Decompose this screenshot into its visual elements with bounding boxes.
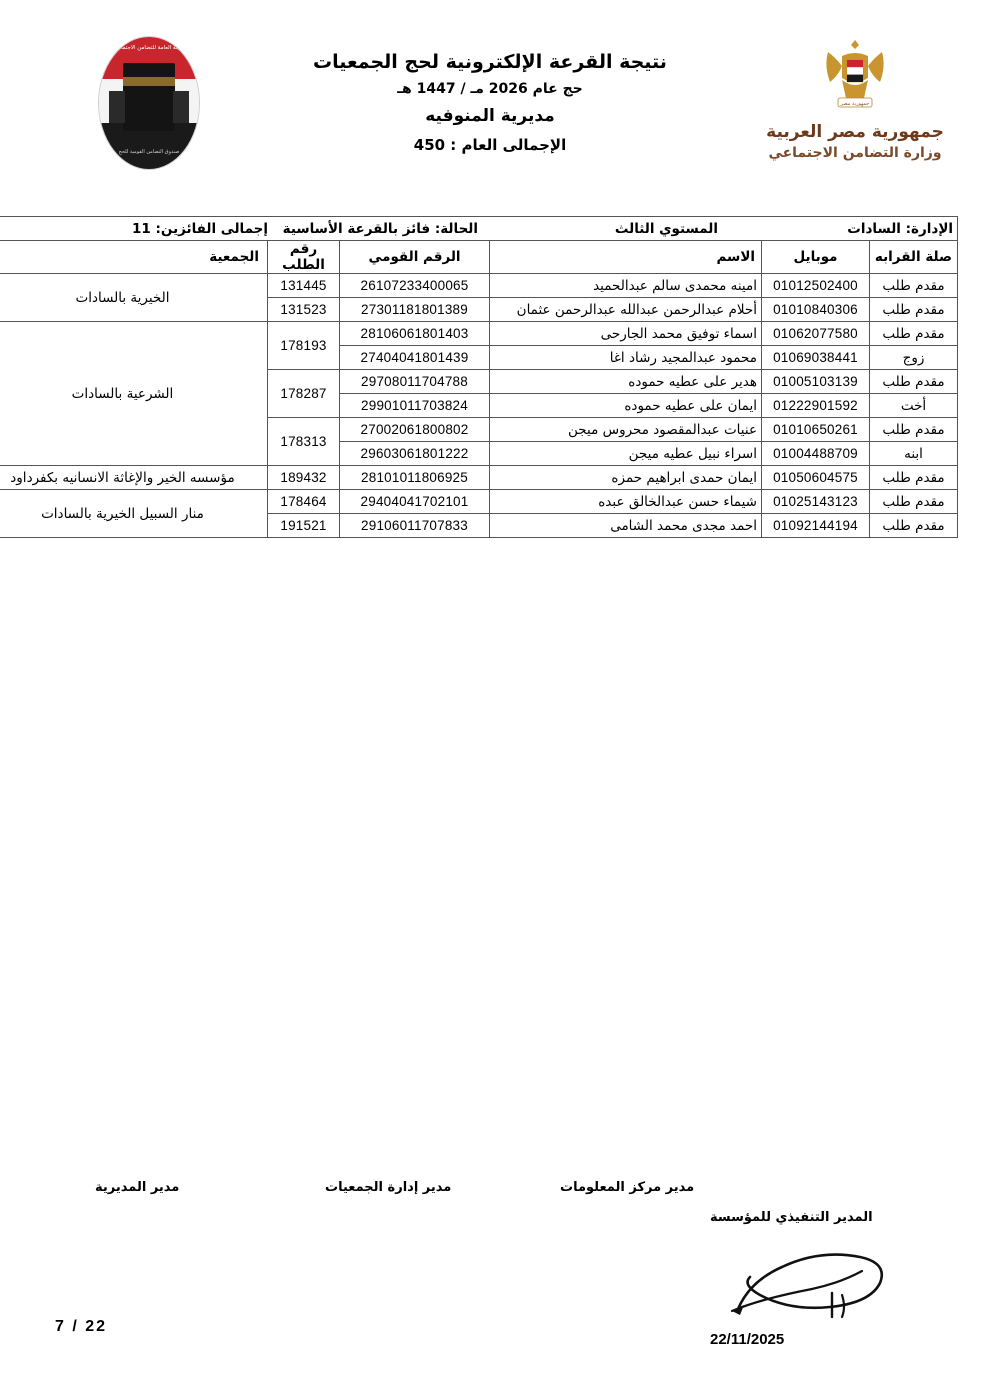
table-row xyxy=(0,274,958,298)
cell-name: محمود عبدالمجيد رشاد اغا xyxy=(490,346,762,370)
cell-mobile: 01010650261 xyxy=(762,418,870,442)
executive-director-label: المدير التنفيذي للمؤسسة xyxy=(710,1210,873,1225)
cell-name: أحلام عبدالرحمن عبدالله عبدالرحمن عثمان xyxy=(490,298,762,322)
cell-national-id: 29603061801222 xyxy=(340,442,490,466)
header-national-id: الرقم القومي xyxy=(340,241,490,274)
eagle-of-saladin-icon xyxy=(818,36,892,118)
header-name: الاسم xyxy=(490,241,762,274)
table-meta-row xyxy=(0,217,958,241)
cell-national-id: 28106061801403 xyxy=(340,322,490,346)
directorate-name: مديرية المنوفيه xyxy=(425,105,555,126)
kaaba-left-structure xyxy=(109,91,125,123)
sign-info-center-manager: مدير مركز المعلومات xyxy=(560,1180,695,1195)
sign-associations-manager: مدير إدارة الجمعيات xyxy=(325,1180,452,1195)
hajj-fund-logo xyxy=(88,32,208,182)
cell-association: الشرعية بالسادات xyxy=(0,322,268,466)
cell-relation: مقدم طلب xyxy=(870,274,958,298)
cell-name: عنيات عبدالمقصود محروس ميجن xyxy=(490,418,762,442)
meta-level: المستوي الثالث xyxy=(614,220,718,237)
ministry-country-name: جمهورية مصر العربية xyxy=(766,122,944,142)
hajj-year-subtitle: حج عام 2026 مـ / 1447 هـ xyxy=(397,80,583,97)
cell-association: مؤسسه الخير والإغاثة الانسانيه بكفرداود xyxy=(0,466,268,490)
cell-national-id: 28101011806925 xyxy=(340,466,490,490)
cell-national-id: 29901011703824 xyxy=(340,394,490,418)
cell-relation: ابنه xyxy=(870,442,958,466)
grand-total-label: الإجمالى العام : 450 xyxy=(413,135,567,154)
cell-name: هدير على عطيه حموده xyxy=(490,370,762,394)
cell-national-id: 29404041702101 xyxy=(340,490,490,514)
cell-national-id: 29106011707833 xyxy=(340,514,490,538)
page-number: 7 / 22 xyxy=(55,1318,108,1335)
cell-national-id: 26107233400065 xyxy=(340,274,490,298)
cell-relation: زوج xyxy=(870,346,958,370)
cell-mobile: 01004488709 xyxy=(762,442,870,466)
cell-request-no: 131523 xyxy=(268,298,340,322)
cell-national-id: 27301181801389 xyxy=(340,298,490,322)
cell-relation: مقدم طلب xyxy=(870,322,958,346)
cell-national-id: 27404041801439 xyxy=(340,346,490,370)
kaaba-icon xyxy=(123,63,175,131)
ministry-name: وزارة التضامن الاجتماعي xyxy=(768,145,942,161)
cell-association: منار السبيل الخيرية بالسادات xyxy=(0,490,268,538)
meta-administration: الإدارة: السادات xyxy=(847,220,953,237)
header-association: الجمعية xyxy=(0,241,268,274)
table-row xyxy=(0,322,958,346)
cell-relation: مقدم طلب xyxy=(870,370,958,394)
badge-bottom-text: صندوق التضامن القومية للحج xyxy=(118,149,180,155)
signature-date: 22/11/2025 xyxy=(710,1331,785,1348)
meta-status: الحالة: فائز بالقرعة الأساسية xyxy=(282,220,478,237)
cell-relation: أخت xyxy=(870,394,958,418)
results-table-container xyxy=(10,216,958,538)
badge-top-text: الهيئة العامة للتضامن الاجتماعي xyxy=(113,45,185,51)
cell-mobile: 01062077580 xyxy=(762,322,870,346)
cell-mobile: 01069038441 xyxy=(762,346,870,370)
cell-name: ايمان على عطيه حموده xyxy=(490,394,762,418)
results-table xyxy=(0,216,958,538)
title-block xyxy=(240,50,740,154)
kaaba-gold-band xyxy=(123,77,175,86)
cell-request-no: 178464 xyxy=(268,490,340,514)
svg-text:جمهورية مصر: جمهورية مصر xyxy=(840,101,870,107)
cell-mobile: 01092144194 xyxy=(762,514,870,538)
cell-relation: مقدم طلب xyxy=(870,298,958,322)
cell-mobile: 01025143123 xyxy=(762,490,870,514)
cell-name: شيماء حسن عبدالخالق عبده xyxy=(490,490,762,514)
table-row xyxy=(0,490,958,514)
cell-mobile: 01010840306 xyxy=(762,298,870,322)
hajj-badge-oval xyxy=(98,36,200,170)
cell-mobile: 01222901592 xyxy=(762,394,870,418)
cell-association: الخيرية بالسادات xyxy=(0,274,268,322)
cell-request-no: 178287 xyxy=(268,370,340,418)
cell-request-no: 178193 xyxy=(268,322,340,370)
cell-mobile: 01012502400 xyxy=(762,274,870,298)
executive-director-block xyxy=(700,1210,950,1348)
document-header xyxy=(0,18,990,198)
cell-name: اسماء توفيق محمد الجارحى xyxy=(490,322,762,346)
ministry-logo xyxy=(760,28,950,198)
meta-total-winners: إجمالى الفائزين: 11 xyxy=(132,220,268,237)
cell-name: اسراء نبيل عطيه ميجن xyxy=(490,442,762,466)
cell-request-no: 191521 xyxy=(268,514,340,538)
cell-mobile: 01050604575 xyxy=(762,466,870,490)
sign-directorate-manager: مدير المديرية xyxy=(95,1180,180,1195)
header-relation: صلة القرابه xyxy=(870,241,958,274)
header-mobile: موبايل xyxy=(762,241,870,274)
cell-relation: مقدم طلب xyxy=(870,514,958,538)
handwritten-signature xyxy=(700,1237,950,1327)
cell-national-id: 27002061800802 xyxy=(340,418,490,442)
cell-relation: مقدم طلب xyxy=(870,490,958,514)
cell-request-no: 131445 xyxy=(268,274,340,298)
header-request-no: رقم الطلب xyxy=(268,241,340,274)
cell-mobile: 01005103139 xyxy=(762,370,870,394)
table-column-headers xyxy=(0,241,958,274)
cell-request-no: 189432 xyxy=(268,466,340,490)
cell-name: امينه محمدى سالم عبدالحميد xyxy=(490,274,762,298)
signature-row xyxy=(0,1180,990,1210)
table-meta-cell xyxy=(0,217,958,241)
cell-relation: مقدم طلب xyxy=(870,466,958,490)
cell-relation: مقدم طلب xyxy=(870,418,958,442)
page-title: نتيجة القرعة الإلكترونية لحج الجمعيات xyxy=(313,51,667,73)
cell-request-no: 178313 xyxy=(268,418,340,466)
cell-name: ايمان حمدى ابراهيم حمزه xyxy=(490,466,762,490)
cell-name: احمد مجدى محمد الشامى xyxy=(490,514,762,538)
kaaba-right-structure xyxy=(173,91,189,123)
table-row xyxy=(0,466,958,490)
cell-national-id: 29708011704788 xyxy=(340,370,490,394)
